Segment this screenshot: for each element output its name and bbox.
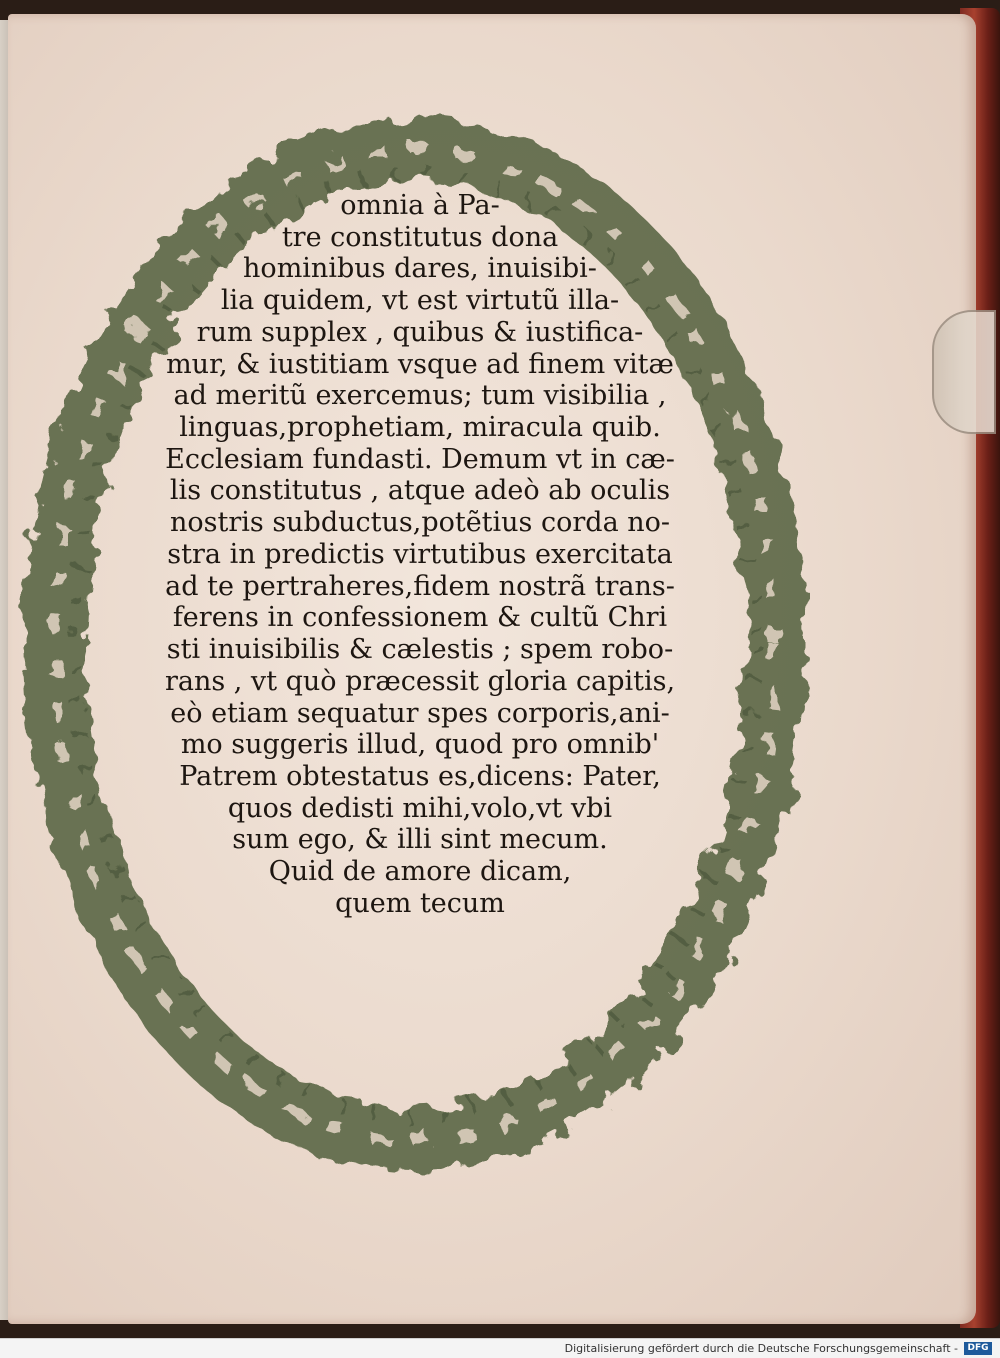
- footer-bar: [0, 1338, 1000, 1358]
- text-line: lis constitutus , atque adeò ab oculis: [169, 475, 671, 507]
- text-line: Quid de amore dicam,: [268, 856, 572, 888]
- text-line: eò etiam sequatur spes corporis,ani-: [170, 697, 670, 729]
- text-line: tre constitutus dona: [281, 221, 559, 253]
- text-line: Patrem obtestatus es,dicens: Pater,: [179, 760, 661, 792]
- text-line: omnia à Pa-: [340, 190, 500, 221]
- text-line: lia quidem, vt est virtutũ illa-: [220, 285, 620, 317]
- funding-credit: Digitalisierung gefördert durch die Deutsche Forschungsgemeinschaft -: [564, 1342, 958, 1355]
- text-line: quos dedisti mihi,volo,vt vbi: [227, 792, 613, 824]
- text-line: ad te pertraheres,fidem nostrã trans-: [165, 570, 675, 602]
- text-line: ferens in confessionem & cultũ Chri: [172, 602, 668, 634]
- text-line: Ecclesiam fundasti. Demum vt in cæ-: [165, 443, 675, 475]
- text-line: ad meritũ exercemus; tum visibilia ,: [173, 380, 667, 412]
- dfg-logo-icon: DFG: [964, 1342, 992, 1355]
- text-line: mo suggeris illud, quod pro omnib': [180, 729, 660, 761]
- text-line: rans , vt quò præcessit gloria capitis,: [164, 665, 676, 697]
- text-line: mur, & iustitiam vsque ad finem vitæ: [166, 348, 674, 380]
- text-line: nostris subductus,potẽtius corda no-: [169, 507, 671, 539]
- page-text: [60, 190, 780, 920]
- text-line: hominibus dares, inuisibi-: [243, 253, 597, 285]
- text-line: quem tecum: [335, 887, 505, 919]
- text-line: sti inuisibilis & cælestis ; spem robo-: [166, 634, 674, 666]
- text-line: stra in predictis virtutibus exercitata: [167, 538, 673, 570]
- page-tab-marker: [932, 310, 996, 434]
- text-line: sum ego, & illi sint mecum.: [232, 824, 608, 856]
- text-line: linguas,prophetiam, miracula quib.: [179, 412, 661, 444]
- text-line: rum supplex , quibus & iustifica-: [196, 316, 644, 348]
